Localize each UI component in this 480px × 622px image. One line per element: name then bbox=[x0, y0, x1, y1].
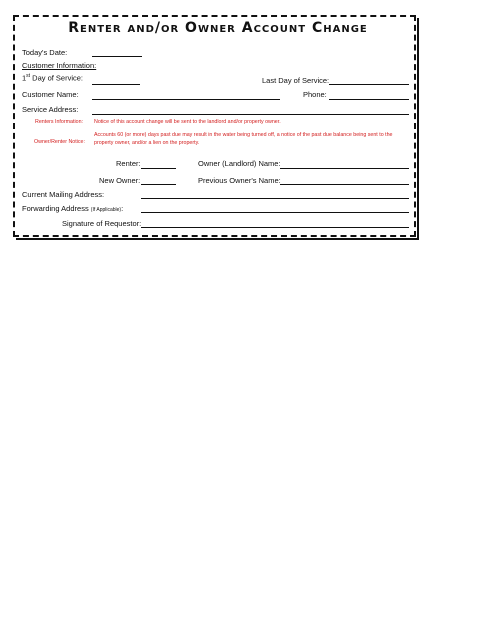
form-title: Renter and/or Owner Account Change bbox=[68, 20, 368, 36]
renters-information-label: Renters Information: bbox=[35, 119, 83, 125]
previous-owner-name-label: Previous Owner's Name: bbox=[198, 176, 281, 185]
renters-notice-text: Notice of this account change will be sent to the landlord and/or property owner. bbox=[94, 119, 281, 125]
todays-date-label: Today's Date: bbox=[22, 48, 68, 57]
customer-information-heading: Customer Information: bbox=[22, 61, 97, 70]
todays-date-field[interactable] bbox=[92, 56, 142, 57]
customer-name-label: Customer Name: bbox=[22, 90, 79, 99]
previous-owner-name-field[interactable] bbox=[280, 184, 409, 185]
last-day-of-service-field[interactable] bbox=[329, 84, 409, 85]
customer-name-field[interactable] bbox=[92, 99, 280, 100]
owner-notice-text: Accounts 60 (or more) days past due may result in the water being turned off, a notice of the past due balance being sent to the property owner, and/or a lien on the property. bbox=[94, 132, 393, 146]
first-day-of-service-label: 1st Day of Service: bbox=[22, 73, 83, 83]
forwarding-address-label: Forwarding Address (If Applicable): bbox=[22, 204, 124, 213]
phone-label: Phone: bbox=[303, 90, 327, 99]
owner-renter-notice-label: Owner/Renter Notice: bbox=[34, 139, 85, 145]
renter-field[interactable] bbox=[141, 168, 176, 169]
last-day-of-service-label: Last Day of Service: bbox=[262, 76, 330, 85]
service-address-field[interactable] bbox=[92, 114, 409, 115]
new-owner-field[interactable] bbox=[141, 184, 176, 185]
forwarding-address-field[interactable] bbox=[141, 212, 409, 213]
first-day-of-service-field[interactable] bbox=[92, 84, 140, 85]
owner-landlord-name-field[interactable] bbox=[280, 168, 409, 169]
new-owner-label: New Owner: bbox=[99, 176, 141, 185]
current-mailing-address-field[interactable] bbox=[141, 198, 409, 199]
renter-label: Renter: bbox=[116, 159, 141, 168]
signature-field[interactable] bbox=[141, 227, 409, 228]
signature-of-requestor-label: Signature of Requestor: bbox=[62, 219, 142, 228]
owner-landlord-name-label: Owner (Landlord) Name: bbox=[198, 159, 281, 168]
current-mailing-address-label: Current Mailing Address: bbox=[22, 190, 105, 199]
service-address-label: Service Address: bbox=[22, 105, 79, 114]
phone-field[interactable] bbox=[329, 99, 409, 100]
